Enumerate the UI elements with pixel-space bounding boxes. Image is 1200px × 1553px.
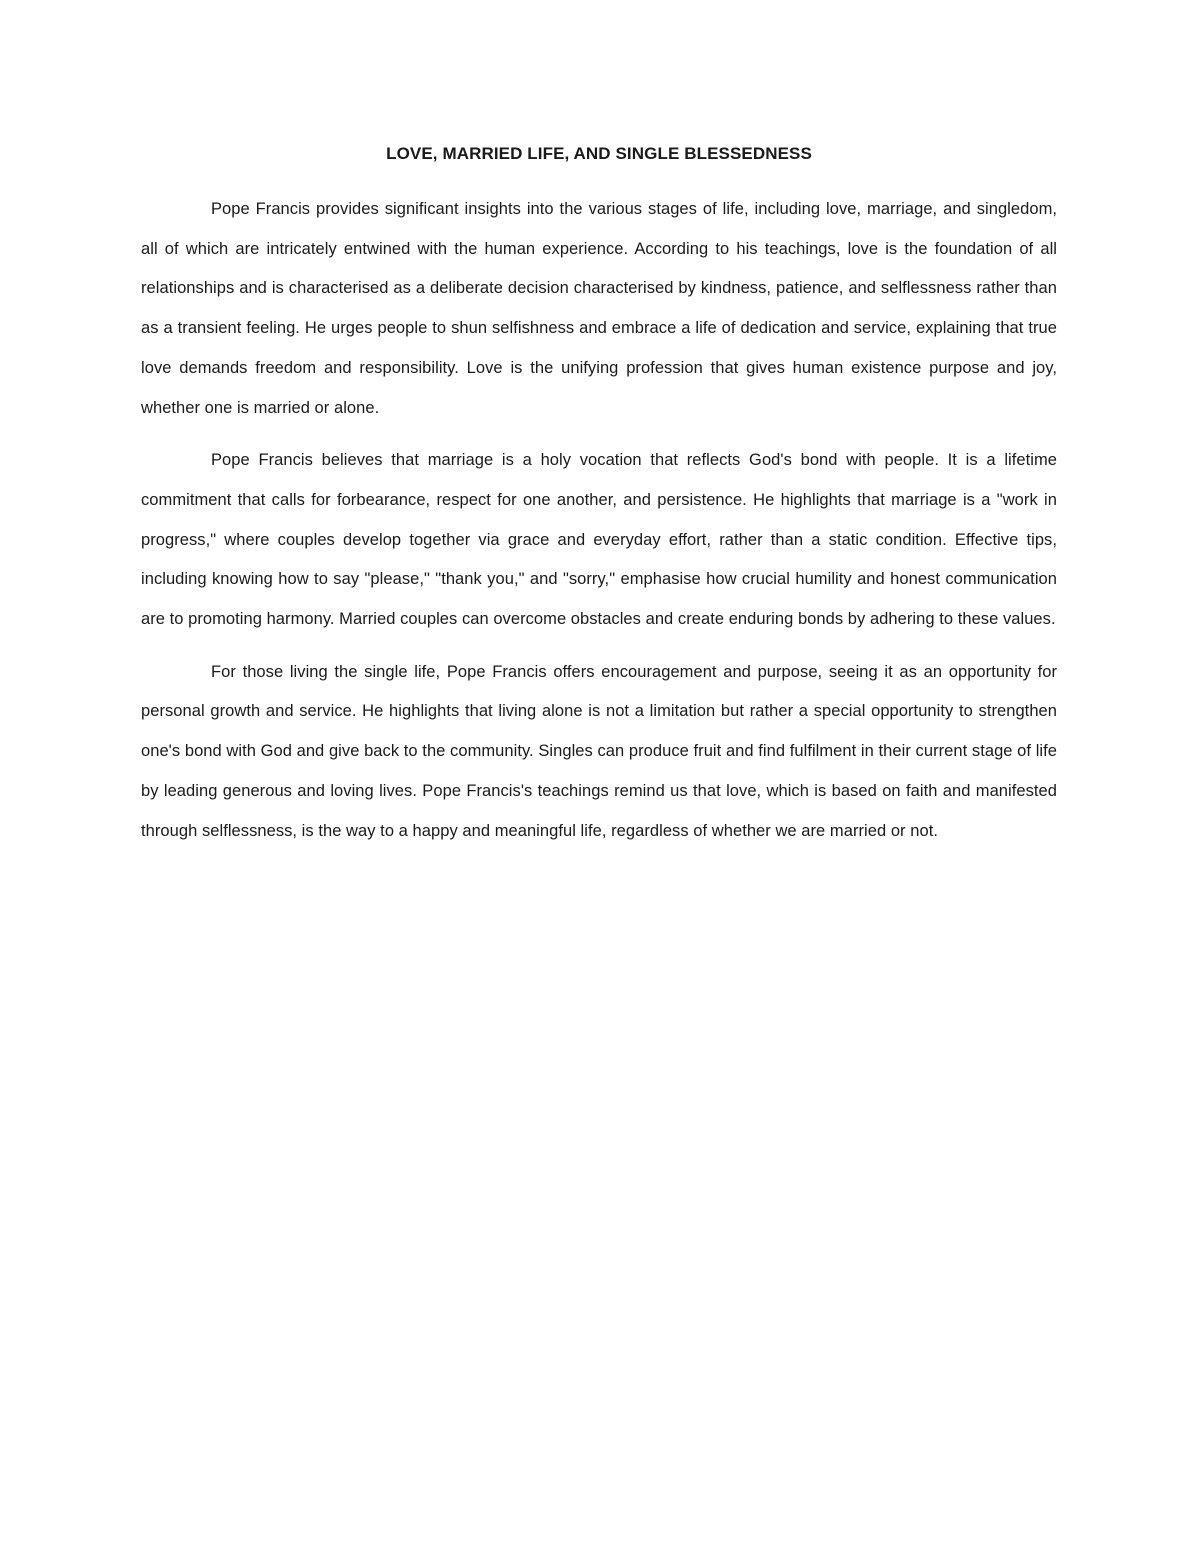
paragraph-single-life: For those living the single life, Pope Francis offers encouragement and purpose, seeing it as an opportunity for personal growth and service. He highlights that living alone is not a limitation but rather a special opportunity to strengthen one's bond with God and give back to the community. Singles can produce fruit and find fulfilment in their current stage of life by leading generous and loving lives. Pope Francis's teachings remind us that love, which is based on faith and manifested through selflessness, is the way to a happy and meaningful life, regardless of whether we are married or not.	[141, 662, 1057, 840]
paragraph-marriage: Pope Francis believes that marriage is a holy vocation that reflects God's bond with people. It is a lifetime commitment that calls for forbearance, respect for one another, and persistence. He highlights that marriage is a "work in progress," where couples develop together via grace and everyday effort, rather than a static condition. Effective tips, including knowing how to say "please," "thank you," and "sorry," emphasise how crucial humility and honest communication are to promoting harmony. Married couples can overcome obstacles and create enduring bonds by adhering to these values.	[141, 451, 1057, 629]
paragraph-love: Pope Francis provides significant insights into the various stages of life, including love, marriage, and singledom, all of which are intricately entwined with the human experience. According to his teachings, love is the foundation of all relationships and is characterised as a deliberate decision characterised by kindness, patience, and selflessness rather than as a transient feeling. He urges people to shun selfishness and embrace a life of dedication and service, explaining that true love demands freedom and responsibility. Love is the unifying profession that gives human existence purpose and joy, whether one is married or alone.	[141, 200, 1057, 417]
document-title: LOVE, MARRIED LIFE, AND SINGLE BLESSEDNESS	[386, 144, 812, 163]
document-body	[141, 140, 1057, 864]
